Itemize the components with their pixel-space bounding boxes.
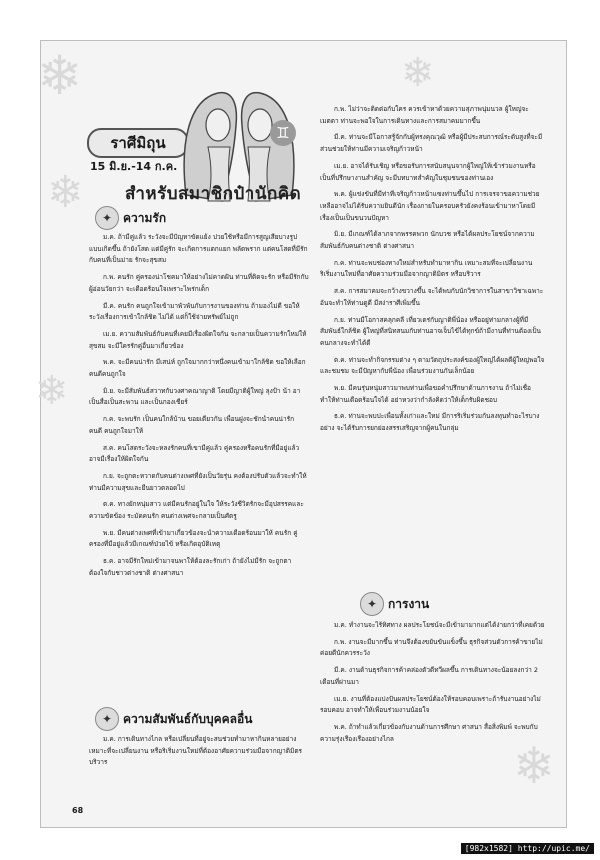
paragraph: ธ.ค. ท่านจะพบปะเพื่อนทั้งเก่าและใหม่ มีการริเริ่มร่วมกันลงทุนทำอะไรบางอย่าง จะได้รับการยกย่องสรรเสริญจากผู้คนในกลุ่ม <box>320 412 540 433</box>
ornament-icon: ✦ <box>95 707 119 731</box>
snowflake-icon: ❄ <box>37 44 83 107</box>
paragraph: พ.ค. จะมีคนน่ารัก มีเสน่ห์ ถูกใจมากกว่าหนึ่งคนเข้ามาใกล้ชิด ขอให้เลือกคนดีคนถูกใจ <box>89 358 306 379</box>
snowflake-icon: ❄ <box>35 368 69 414</box>
paragraph: ส.ค. คนโสดระวังจะหลงรักคนที่เขามีคู่แล้ว คู่ครองหรือคนรักที่มีอยู่แล้วอาจมีเรื่องให้ผิดใจกัน <box>89 443 300 464</box>
paragraph: ก.ย. ท่านมีโอกาสคลุกคลี เที่ยวเตร่กับญาติพี่น้อง หรืออยู่ท่ามกลางผู้ที่มีสัมพันธ์ใกล้ชิด ผู้ใหญ่ที่สนิทสนมกับท่านอาจเจ็บไข้ได้ทุกข์ถ้ามีงานที่ท่านต้องเป็นคนกลางจะทำได้ดี <box>320 315 541 347</box>
page-number: 68 <box>72 806 84 815</box>
paragraph: มิ.ย. จะมีสัมพันธ์สวาทกับวงศาคณาญาติ โดยมีญาติผู้ใหญ่ ลุงป้า น้า อา เป็นสื่อเป็นสะพาน และเป็นกองเชียร์ <box>89 386 301 407</box>
love-text-column <box>89 232 309 580</box>
paragraph: ส.ค. การสมาคมจะกว้างขวางขึ้น จะได้พบกับนักวิชาการในสาขาวิชาเฉพาะอันจะทำให้ท่านดูดี มีสง่าราศีเพิ่มขึ้น <box>320 287 544 307</box>
paragraph: ก.พ. ไม่ว่าจะติดต่อกับใคร ควรเข้าหาด้วยความสุภาพนุ่มนวล ผู้ใหญ่จะเมตตา ท่านจะพอใจในการเดินทางและการสมาคมมากขึ้น <box>320 105 529 125</box>
work-text-column <box>320 620 546 745</box>
paragraph: เม.ย. อาจได้รับเชิญ หรือขอรับการสนับสนุนจากผู้ใหญ่ให้เข้าร่วมงานหรือเป็นที่ปรึกษางานสำคัญ จะมีบทบาทสำคัญในชุมชนของท่านเอง <box>320 161 536 182</box>
page-edge <box>567 40 600 826</box>
section-title: ความสัมพันธ์กับบุคคลอื่น <box>123 711 253 726</box>
paragraph: ก.พ. งานจะมีมากขึ้น ท่านจึงต้องขยันขันแข็งขึ้น ธุรกิจส่วนตัวการค้าขายไม่ค่อยดีนักควรระวัง <box>320 637 543 658</box>
paragraph: ธ.ค. อาจมีรักใหม่เข้ามาจนพาให้ต้องละรักเก่า ถ้ายังไม่มีรัก จะถูกตาต้องใจกับชาวต่างชาติ ต่างศาสนา <box>89 557 292 577</box>
date-range: 15 มิ.ย.-14 ก.ค. <box>90 160 178 173</box>
paragraph: ก.ค. ท่านจะพบช่องทางใหม่สำหรับทำมาหากิน เหมาะสมที่จะเปลี่ยนงาน ริเริ่มงานใหม่ที่อาศัยความร่วมมือจากญาติมิตร หรือบริวาร <box>320 258 533 279</box>
paragraph: พ.ย. มีคนต่างเพศที่เข้ามาเกี่ยวข้องจะนำความเดือดร้อนมาให้ คนรัก คู่ครองที่มีอยู่แล้วมีเกณฑ์ป่วยไข้ หรือเกิดอุบัติเหตุ <box>89 528 298 549</box>
paragraph: ม.ค. ถ้ามีคู่แล้ว ระวังจะมีปัญหาขัดแย้ง ปวยใช้หรือมีการสูญเสียบางรูปแบบเกิดขึ้น ถ้ายังโสด แต่มีคู่รัก จะเกิดการแตกแยก พลัดพราก แต่คนโสดที่มีรักกับคนที่เป็นม่าย รักจะสุขสม <box>89 233 308 265</box>
paragraph: พ.ค. ผู้แข่งขันที่มีท่าทีเจริญก้าวหน้าแซงท่านขึ้นไป การเจรจาขอความช่วยเหลืออาจไม่ได้รับความยินดีนัก เรื่องภายในครอบครัวยังคงร้อนเข้ามาหาโดยมีเรื่องเป็นเป็นขนวนปัญหา <box>320 190 540 222</box>
ornament-icon: ✦ <box>95 206 119 230</box>
paragraph: ม.ค. การเดินทางไกล หรือเปลี่ยนที่อยู่จะสนช่วยทำมาหากินหลายอย่าง เหมาะที่จะเปลี่ยนงาน หรือริเริ่มงานใหม่ที่ต้องอาศัยความร่วมมือจากญาติมิตร บริวาร <box>89 735 303 767</box>
paragraph: ก.พ. คนรัก คู่ครองน่าโชคมาให้อย่างไม่คาดฝัน ท่านที่ติดจะรัก หรือมีรักกับผู้อ่อนวัยกว่า จะเดือดร้อนใจเพราะไพร่กเด็ก <box>89 273 309 293</box>
paragraph: เม.ย. ความสัมพันธ์กับคนที่เคยมีเรื่องผิดใจกัน จะกลายเป็นความรักใหม่ให้สุขสม จะมีใครรักคู่อื่นมาเกี่ยวข้อง <box>89 329 307 350</box>
ornament-icon: ✦ <box>360 592 384 616</box>
paragraph: ต.ค. ท่านจะทำกิจกรรมต่าง ๆ ตามวัตถุประสงค์ของผู้ใหญ่ได้ผลดีผู้ใหญ่พอใจและชมชม จะมีปัญหากับพี่น้อง เพื่อนร่วมงานกันเล็กน้อย <box>320 355 545 376</box>
relations-text-column-right <box>320 104 546 435</box>
paragraph: พ.ย. มีคนรุ่นหนุ่มสาวมาพบท่านเพื่อขอคำปรึกษาด้านการงาน ถ้าไม่เชื่อทำให้ท่านเดือดร้อนใจได้ อย่าหวงว่ากำลังคิดว่าให้เด็กรับผิดชอบ <box>320 384 531 404</box>
page-subtitle: สำหรับสมาชิกป๋านักคิด <box>125 184 302 204</box>
paragraph: ก.ค. จะพบรัก เป็นคนใกล้บ้าน ขอยเดียวกัน เพื่อนฝูงจะชักนำคนน่ารัก คนดี คนถูกใจมาให้ <box>89 415 295 435</box>
relations-text-column-left <box>89 734 309 769</box>
section-title: การงาน <box>388 596 430 611</box>
paragraph: ต.ค. ทางยักหนุ่มสาว แต่มีคนรักอยู่ในใจ ให้ระวังชีวิตรักจะมีอุปสรรคและความขัดข้อง ระมัดคนรัก คนต่างเพศจะกลายเป็นศัตรู <box>89 500 304 521</box>
paragraph: ก.ย. จะถูกตะหวาดกับคนต่างเพศที่ยังเป็นวัยรุ่น คงต้องปรับตัวแล้วจะทำให้ท่านมีความสุขและยืนยาวตลอดไป <box>89 471 307 492</box>
section-heading-work <box>360 592 429 616</box>
section-heading-relations <box>95 707 252 731</box>
paragraph: พ.ค. ถ้าทำแล้วเกี่ยวข้องกับงานด้านการศึกษา ศาสนา สื่อสิ่งพิมพ์ จะพบกับความรุ่งเรืองเรืองอย่างไกล <box>320 722 538 743</box>
paragraph: มี.ค. ท่านจะมีโอกาสรู้จักกับผู้ทรงคุณวุฒิ หรือผู้มีประสบการณ์ระดับสูงที่จะมีส่วนช่วยให้ท่านมีความเจริญก้าวหน้า <box>320 133 543 154</box>
paragraph: ม.ค. ทำงานจะไร้ทิศทาง ผลประโยชน์จะมีเข้ามามากแต่ได้ง่ายกว่าที่เคยด้วย <box>334 621 545 629</box>
paragraph: เม.ย. งานที่ต้องแบ่งปันผลประโยชน์ต้องให้รอบคอบเพราะถ้ารับงานอย่างไม่รอบคอบ อาจทำให้เพื่อนร่วมงานน้อยใจ <box>320 694 541 715</box>
section-heading-love <box>95 206 166 230</box>
gemini-symbol-icon: ♊ <box>270 120 296 146</box>
snowflake-icon: ❄ <box>401 50 435 96</box>
sign-title: ราศีมิถุน <box>87 128 189 158</box>
section-title: ความรัก <box>123 210 167 225</box>
paragraph: มิ.ย. มีเกณฑ์ได้ลาภจากพรรคพวก นักบวช หรือได้ผลประโยชน์จากความสัมพันธ์กับคนต่างชาติ ต่างศาสนา <box>320 230 535 251</box>
paragraph: มี.ค. คนรัก คนถูกใจเข้ามาพัวพันกับการงานของท่าน ถ้ามองไม่ดี ขอให้ระวังเรื่องการเข้าใกล้ชิด ไม่ได้ แต่ก็ใช้จ่ายทรัพย์ไม่ถูก <box>89 301 300 322</box>
snowflake-icon: ❄ <box>513 737 555 795</box>
paragraph: มี.ค. งานด้านธุรกิจการค้าคล่องตัวดีทวีผลขึ้น การเดินทางจะน้อยลงกว่า 2 เดือนที่ผ่านมา <box>320 666 538 686</box>
watermark: [982x1582] http://upic.me/ <box>461 843 594 854</box>
snowflake-icon: ❄ <box>47 167 84 218</box>
